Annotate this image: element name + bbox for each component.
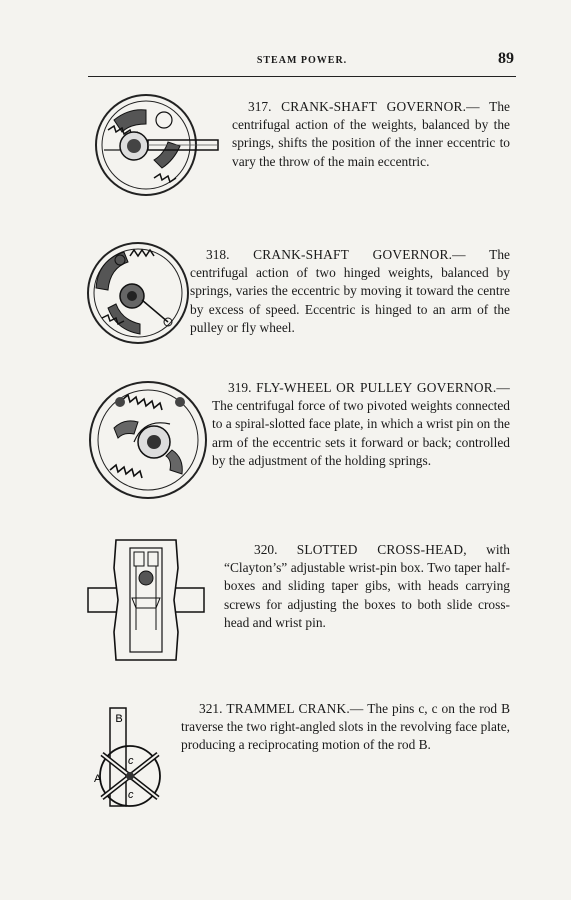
- figure-318-crank-shaft-governor: [82, 238, 194, 348]
- entry-body: The centrifugal action of the weights, balanced by the springs, shifts the position of the inner eccentric to vary the throw of the main eccentric.: [232, 99, 510, 169]
- entry-title: TRAMMEL CRANK.—: [226, 701, 364, 716]
- figure-label-a: A: [94, 773, 102, 785]
- page-header: [88, 52, 516, 72]
- figure-317-crank-shaft-governor: [84, 90, 226, 200]
- figure-321-trammel-crank: [84, 706, 182, 810]
- entry-number: 317.: [248, 99, 272, 114]
- entry-title: FLY-WHEEL OR PULLEY GOVERNOR.—: [256, 380, 510, 395]
- figure-label-c1: c: [128, 755, 134, 767]
- running-head: STEAM POWER.: [256, 55, 348, 66]
- figure-319-fly-wheel-governor: [84, 378, 216, 504]
- entry-body: with “Clayton’s” adjustable wrist-pin box. Two taper half-boxes and sliding taper gibs, with heads carrying screws for adjusting the boxes to both slide cross-head and wrist pin.: [224, 542, 510, 630]
- entry-320-text: [224, 541, 510, 632]
- entry-body: The centrifugal force of two pivoted weights connected to a spiral-slotted face plate, in which a wrist pin on the arm of the eccentric sets it forward or back; controlled by the adjustment of the holding springs.: [212, 398, 510, 468]
- entry-body: The pins c, c on the rod B traverse the two right-angled slots in the revolving face plate, producing a reciprocating motion of the rod B.: [181, 701, 511, 753]
- entry-number: 320.: [254, 542, 278, 557]
- entry-319-text: [212, 379, 510, 470]
- entry-number: 318.: [206, 247, 230, 262]
- entry-317-text: [232, 98, 510, 171]
- entry-318-text: [190, 246, 510, 337]
- figure-label-b: B: [115, 713, 123, 725]
- figure-320-slotted-cross-head: [86, 538, 206, 662]
- page-number: 89: [498, 50, 514, 67]
- entry-body: The centrifugal action of two hinged weights, balanced by springs, varies the eccentric by moving it toward the centre by excess of speed. Eccentric is hinged to an arm of the pulley or fly wheel.: [190, 247, 510, 335]
- entry-321-text: [181, 700, 510, 755]
- entry-number: 319.: [228, 380, 252, 395]
- entry-title: CRANK-SHAFT GOVERNOR.—: [253, 247, 466, 262]
- entry-number: 321.: [199, 701, 223, 716]
- header-rule: [88, 76, 516, 77]
- entry-title: SLOTTED CROSS-HEAD,: [296, 542, 467, 557]
- figure-label-c2: c: [128, 789, 134, 801]
- entry-title: CRANK-SHAFT GOVERNOR.—: [281, 99, 480, 114]
